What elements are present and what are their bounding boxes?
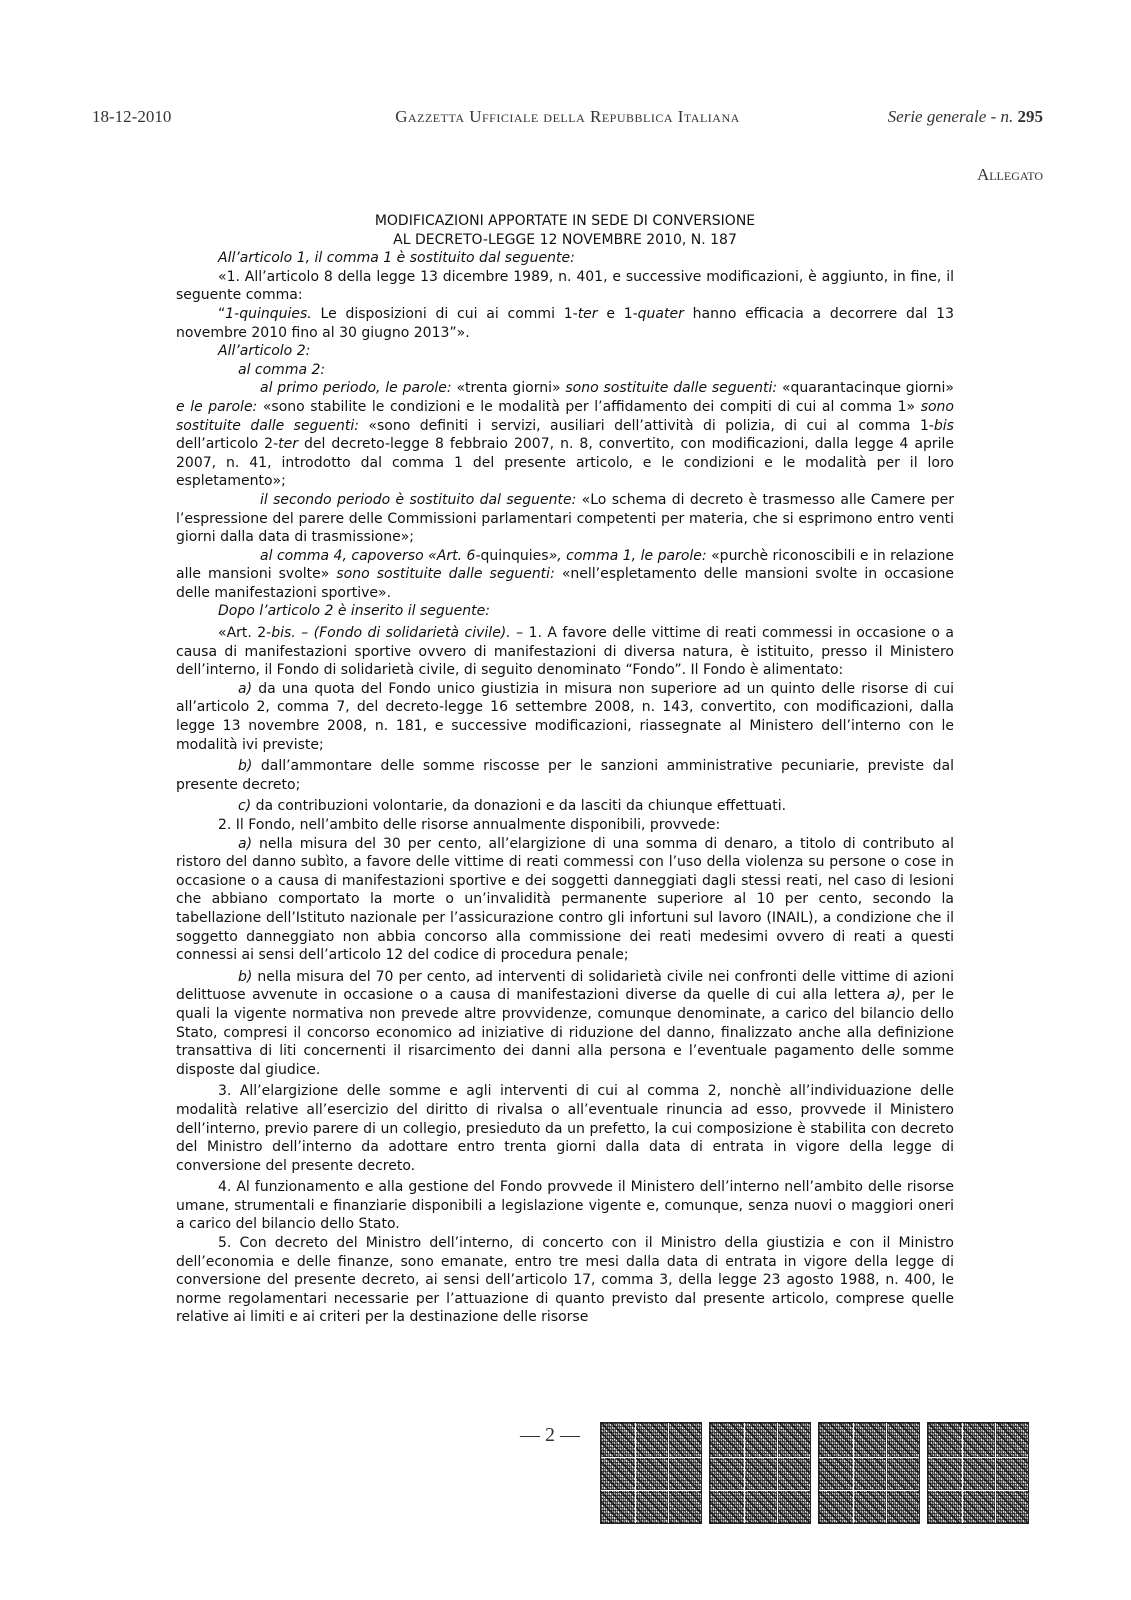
annex-label: Allegato <box>976 165 1043 184</box>
text-run: «sono stabilite le condizioni e le modalità per l’affidamento dei compiti di cui al comma 1» <box>257 398 921 415</box>
datamatrix-code-3 <box>818 1422 920 1524</box>
paragraph <box>176 547 954 603</box>
paragraph <box>176 379 954 491</box>
text-run: e 1- <box>597 305 638 322</box>
text-run: , per le quali la vigente normativa non prevede altre provvidenze, comunque denominate, a carico del bilancio dello Stato, compresi il concorso economico ad iniziative di riduzione del danno, finalizzato anche alla definizione transattiva di liti concernenti il risarcimento dei danni alla persona e l’eventuale pagamento delle somme disposte dal giudice. <box>176 987 955 1078</box>
paragraph <box>176 624 954 680</box>
document-heading-line-2: AL DECRETO-LEGGE 12 NOVEMBRE 2010, N. 187 <box>393 231 737 248</box>
page-number: — 2 — <box>520 1424 580 1446</box>
paragraph <box>176 797 954 816</box>
text-run: 5. Con decreto del Ministro dell’interno, di concerto con il Ministro della giustizia e con il Ministro dell’economia e delle finanze, sono emanate, entro tre mesi dalla data di entrata in vigore della legge di conversione del presente decreto, ai sensi dell’articolo 17, comma 3, della legge 23 agosto 1988, n. 400, le norme regolamentari necessarie per l’attuazione di quanto previsto dal presente articolo, comprese quelle relative ai limiti e ai criteri per la destinazione delle risorse <box>176 1235 954 1326</box>
gazette-header <box>92 107 1043 131</box>
text-run: b) <box>238 968 253 985</box>
text-run: «Lo schema di decreto è trasmesso alle Camere per l’espressione del parere delle Commissioni parlamentari competenti per materia, che si esprimono entro venti giorni dalla data di trasmissione»; <box>176 491 954 546</box>
text-run: «nell’espletamento delle mansioni svolte in occasione delle manifestazioni sportive». <box>176 566 954 601</box>
text-run: al primo periodo, le parole: <box>260 380 452 397</box>
paragraph <box>176 305 954 342</box>
text-run: a) <box>238 835 253 852</box>
paragraph <box>176 491 954 547</box>
text-run: All’articolo 2: <box>218 343 311 360</box>
issue-number: 295 <box>1017 107 1043 126</box>
paragraph <box>176 249 954 268</box>
paragraph <box>176 342 954 361</box>
paragraph <box>176 835 954 965</box>
text-run: nella misura del 70 per cento, ad interventi di solidarietà civile nei confronti delle vittime di azioni delittuose avvenute in occasione o a causa di manifestazioni diverse da quelle di cui alla lettera <box>176 968 954 1004</box>
series-text: Serie generale - n. <box>887 107 1014 126</box>
text-run: – 1. A favore delle vittime di reati commessi in occasione o a causa di manifestazioni sportive ovvero di manifestazioni di diversa natura, è istituito, presso il Ministero dell’interno, il Fondo di solidarietà civile, di seguito denominato “Fondo”. Il Fondo è alimentato: <box>176 625 955 679</box>
text-run: da contribuzioni volontarie, da donazioni e da lasciti da chiunque effettuati. <box>251 798 787 815</box>
text-run: sono sostituite dalle seguenti: <box>176 398 954 434</box>
text-run: ter <box>577 305 598 322</box>
text-run: ter <box>278 436 298 453</box>
text-run: dall’ammontare delle somme riscosse per le sanzioni amministrative pecuniarie, previste dal presente decreto; <box>176 758 954 793</box>
paragraph <box>176 816 954 835</box>
text-run: 4. Al funzionamento e alla gestione del Fondo provvede il Ministero dell’interno nell’ambito delle risorse umane, strumentali e finanziarie disponibili a legislazione vigente e, comunque, senza nuovi o maggiori oneri a carico del bilancio dello Stato. <box>176 1179 954 1233</box>
datamatrix-code-2 <box>709 1422 811 1524</box>
text-run: «quarantacinque giorni» <box>777 380 954 397</box>
text-run: «sono definiti i servizi, ausiliari dell’attività di polizia, di cui al comma 1- <box>358 417 934 434</box>
series-label <box>888 107 1043 127</box>
paragraph <box>176 1082 954 1175</box>
datamatrix-code-1 <box>600 1422 702 1524</box>
gazette-title: Gazzetta Ufficiale della Repubblica Italiana <box>395 107 740 126</box>
text-run: «1. All’articolo 8 della legge 13 dicembre 1989, n. 401, e successive modificazioni, è aggiunto, in fine, il seguente comma: <box>176 268 954 304</box>
paragraph <box>176 968 954 1080</box>
text-run: sono sostituite dalle seguenti: <box>565 380 778 397</box>
paragraph <box>176 1178 954 1234</box>
text-run: b) <box>238 758 253 775</box>
text-run: a) <box>238 680 253 697</box>
publication-date: 18-12-2010 <box>92 107 172 126</box>
text-run: », comma 1, le parole: <box>548 547 707 564</box>
text-run: a) <box>886 987 901 1004</box>
text-run: 3. All’elargizione delle somme e agli interventi di cui al comma 2, nonchè all’individuazione delle modalità relative all’esercizio del diritto di rivalsa o all’eventuale rinuncia ad esso, provvede il Ministero dell’interno, previo parere di un collegio, presieduto da un prefetto, la cui composizione è stabilita con decreto del Ministro dell’interno da adottare entro trenta giorni dalla data di entrata in vigore della legge di conversione del presente decreto. <box>176 1083 954 1174</box>
paragraph <box>176 680 954 754</box>
text-run: «Art. 2- <box>218 625 272 642</box>
text-run: Dopo l’articolo 2 è inserito il seguente: <box>218 603 490 620</box>
paragraph <box>176 757 954 794</box>
paragraph <box>176 268 954 305</box>
text-run: «purchè riconoscibili e in relazione alle mansioni svolte» <box>176 547 954 583</box>
text-run: al comma 2: <box>238 361 326 378</box>
text-run: bis. – (Fondo di solidarietà civile). <box>271 625 511 642</box>
text-run: e le parole: <box>176 398 258 415</box>
document-heading-line-1: MODIFICAZIONI APPORTATE IN SEDE DI CONVERSIONE <box>374 213 756 229</box>
text-run: hanno efficacia a decorrere dal 13 novembre 2010 fino al 30 giugno 2013”». <box>176 305 954 341</box>
text-run: c) <box>238 798 252 815</box>
text-run: il secondo periodo è sostituito dal seguente: <box>260 491 577 508</box>
text-run: al comma 4, capoverso «Art. 6- <box>260 547 481 564</box>
text-run: sono sostituite dalle seguenti: <box>336 566 555 583</box>
paragraph <box>176 361 954 380</box>
text-run: Le disposizioni di cui ai commi 1- <box>311 305 578 322</box>
paragraph <box>176 602 954 621</box>
text-run: All’articolo 1, il comma 1 è sostituito dal seguente: <box>218 250 575 267</box>
datamatrix-codes <box>600 1422 1030 1524</box>
text-run: quinquies <box>480 547 549 564</box>
text-run: nella misura del 30 per cento, all’elargizione di una somma di denaro, a titolo di contributo al ristoro del danno subìto, a favore delle vittime di reati commessi con l’uso della violenza su persone o cose in occasione o a causa di manifestazioni sportive e dei soggetti danneggiati dagli stessi reati, nel caso di lesioni che abbiano comportato la morte o un’invalidità permanente superiore al 10 per cento, secondo la tabellazione dell’Istituto nazionale per l’assicurazione contro gli infortuni sul lavoro (INAIL), a condizione che il soggetto danneggiato non abbia concorso alla commissione dei reati medesimi ovvero di reati a questi connessi ai sensi dell’articolo 12 del codice di procedura penale; <box>176 835 954 964</box>
text-run: del decreto-legge 8 febbraio 2007, n. 8, convertito, con modificazioni, dalla legge 4 aprile 2007, n. 41, introdotto dal comma 1 del presente articolo, e le condizioni e le modalità per il loro espletamento»; <box>176 436 954 490</box>
text-run: dell’articolo 2- <box>176 436 279 453</box>
datamatrix-code-4 <box>927 1422 1029 1524</box>
document-body <box>176 212 954 1327</box>
text-run: “ <box>218 305 226 322</box>
text-run: 1-quinquies. <box>225 305 312 322</box>
paragraph <box>176 1234 954 1327</box>
text-run: bis <box>933 417 954 434</box>
text-run: «trenta giorni» <box>451 380 566 397</box>
text-run: 2. Il Fondo, nell’ambito delle risorse annualmente disponibili, provvede: <box>218 817 721 833</box>
text-run: da una quota del Fondo unico giustizia in misura non superiore ad un quinto delle risorse di cui all’articolo 2, comma 7, del decreto-legge 16 settembre 2008, n. 143, convertito, con modificazioni, dalla legge 13 novembre 2008, n. 181, e successive modificazioni, riassegnate al Ministero dell’interno con le modalità ivi previste; <box>176 680 954 753</box>
text-run: quater <box>637 305 684 322</box>
